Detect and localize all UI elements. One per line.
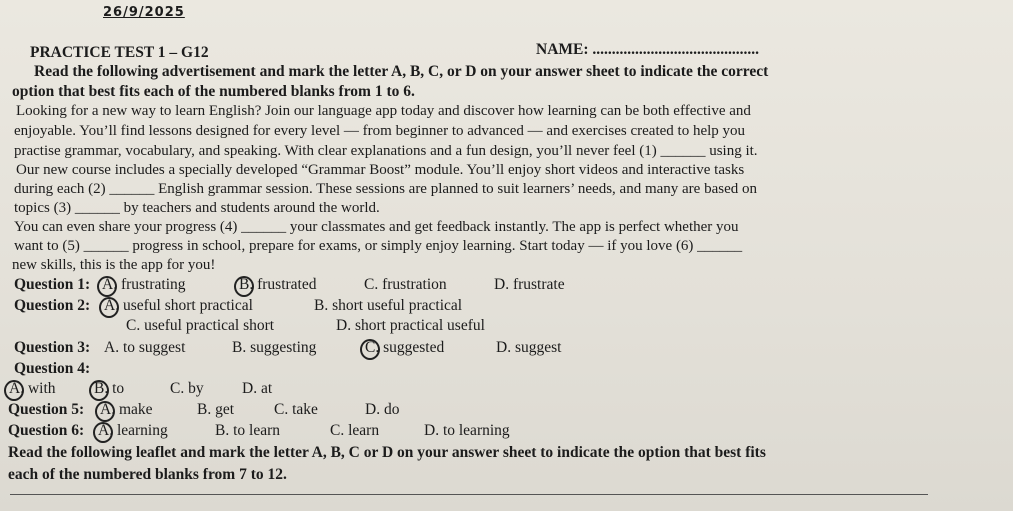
handwritten-date: 26/9/2025 <box>103 5 185 20</box>
instruction-line-2: option that best fits each of the numbered blanks from 1 to 6. <box>12 83 415 100</box>
question-5-option-a: A. make <box>100 401 153 418</box>
leaflet-instruction-line-2: each of the numbered blanks from 7 to 12. <box>8 466 287 483</box>
question-6-option-d: D. to learning <box>424 422 510 439</box>
question-1-option-a: A. frustrating <box>102 276 186 293</box>
question-3-option-b: B. suggesting <box>232 339 317 356</box>
question-4-option-a: A. with <box>9 380 56 397</box>
question-1-option-c: C. frustration <box>364 276 447 293</box>
passage-line: Our new course includes a specially developed “Grammar Boost” module. You’ll enjoy short videos and interactive tasks <box>16 162 745 178</box>
passage-line: Looking for a new way to learn English? Join our language app today and discover how learning can be both effective and <box>16 103 751 119</box>
question-2-label: Question 2: <box>14 297 91 314</box>
question-2-option-b: B. short useful practical <box>314 297 463 314</box>
question-1-option-d: D. frustrate <box>494 276 565 293</box>
name-field-label: NAME: ........................................... <box>536 41 760 58</box>
test-title: PRACTICE TEST 1 – G12 <box>30 44 209 61</box>
question-3-label: Question 3: <box>14 339 91 356</box>
leaflet-instruction-line-1: Read the following leaflet and mark the letter A, B, C or D on your answer sheet to indicate the option that best fits <box>8 444 766 461</box>
passage-line: You can even share your progress (4) ______ your classmates and get feedback instantly. The app is perfect whether you <box>14 219 739 235</box>
question-1-option-b: B. frustrated <box>239 276 317 293</box>
question-4-option-c: C. by <box>170 380 204 397</box>
question-2-option-c: C. useful practical short <box>126 317 275 334</box>
question-6-label: Question 6: <box>8 422 85 439</box>
question-3-option-d: D. suggest <box>496 339 562 356</box>
question-6-option-a: A. learning <box>98 422 168 439</box>
instruction-line-1: Read the following advertisement and mark the letter A, B, C, or D on your answer sheet to indicate the correct <box>34 63 769 80</box>
passage-line: want to (5) ______ progress in school, prepare for exams, or simply enjoy learning. Start today — if you love (6) ______ <box>14 238 743 254</box>
passage-line: during each (2) ______ English grammar session. These sessions are planned to suit learners’ needs, and many are based on <box>14 181 757 197</box>
question-2-option-a: A. useful short practical <box>104 297 253 314</box>
divider <box>10 494 928 495</box>
question-3-option-c: C. suggested <box>365 339 445 356</box>
passage-line: practise grammar, vocabulary, and speaking. With clear explanations and a fun design, you’ll never feel (1) ______ using it. <box>14 143 758 159</box>
question-4-option-b: B. to <box>94 380 125 397</box>
question-5-option-b: B. get <box>197 401 235 418</box>
question-1-label: Question 1: <box>14 276 91 293</box>
question-4-label: Question 4: <box>14 360 91 377</box>
question-5-option-d: D. do <box>365 401 400 418</box>
question-3-option-a: A. to suggest <box>104 339 186 356</box>
question-6-option-b: B. to learn <box>215 422 280 439</box>
question-5-label: Question 5: <box>8 401 85 418</box>
question-4-option-d: D. at <box>242 380 273 397</box>
passage-line: new skills, this is the app for you! <box>12 257 216 273</box>
question-6-option-c: C. learn <box>330 422 380 439</box>
passage-line: enjoyable. You’ll find lessons designed for every level — from beginner to advanced — and exercises created to help you <box>14 123 746 139</box>
question-2-option-d: D. short practical useful <box>336 317 485 334</box>
passage-line: topics (3) ______ by teachers and students around the world. <box>14 200 380 216</box>
question-5-option-c: C. take <box>274 401 318 418</box>
